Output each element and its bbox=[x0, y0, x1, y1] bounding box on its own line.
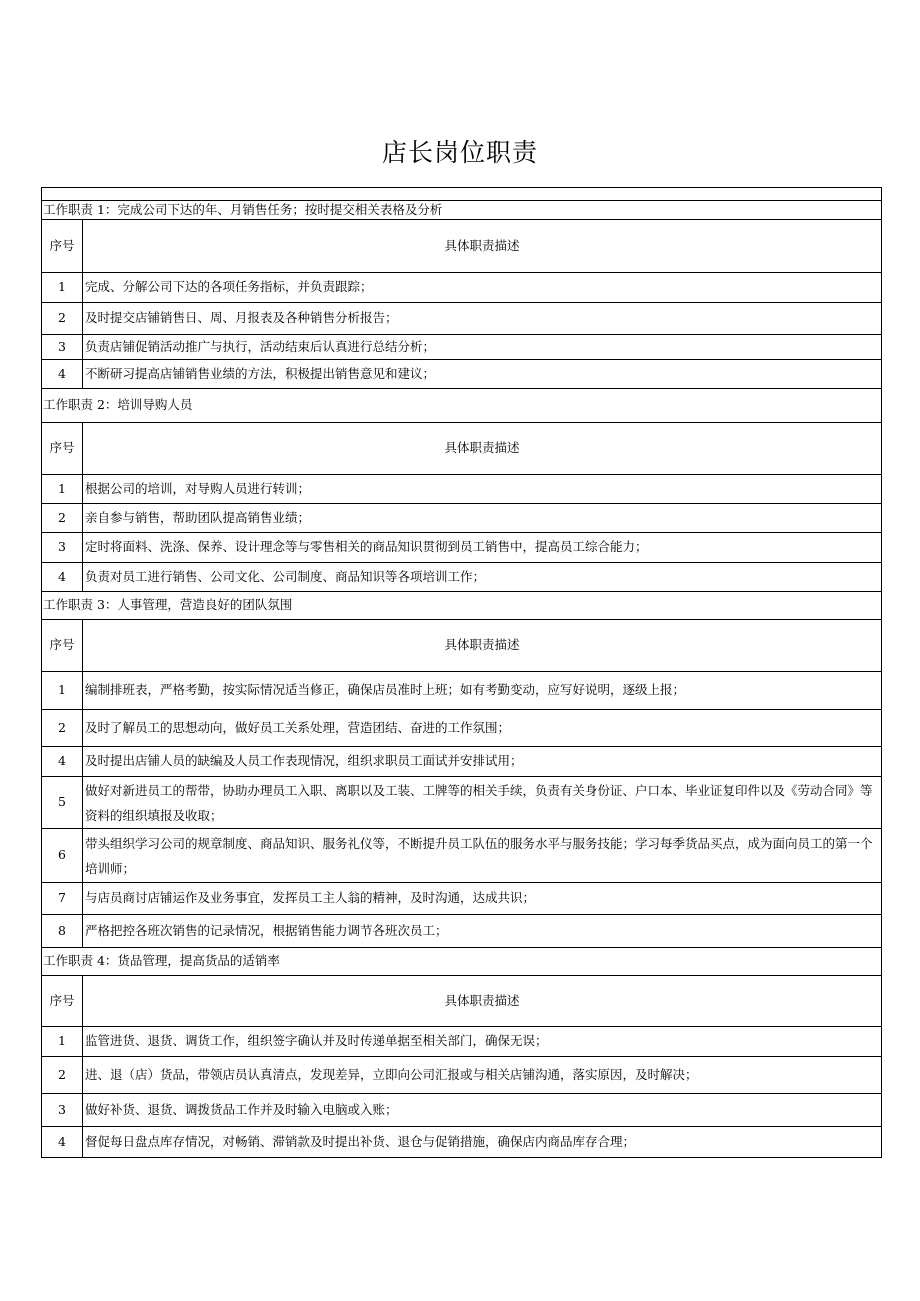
section-title: 工作职责 1：完成公司下达的年、月销售任务；按时提交相关表格及分析 bbox=[42, 201, 882, 220]
item-number: 1 bbox=[42, 475, 83, 504]
column-header-number: 序号 bbox=[42, 423, 83, 475]
item-number: 6 bbox=[42, 829, 83, 883]
item-description: 完成、分解公司下达的各项任务指标，并负责跟踪； bbox=[83, 273, 882, 303]
section-title: 工作职责 2：培训导购人员 bbox=[42, 389, 882, 423]
item-description: 做好补货、退货、调拨货品工作并及时输入电脑或入账； bbox=[83, 1094, 882, 1127]
section-heading-row bbox=[42, 948, 882, 976]
item-description: 及时提出店铺人员的缺编及人员工作表现情况，组织求职员工面试并安排试用； bbox=[83, 747, 882, 777]
table-row bbox=[42, 1027, 882, 1057]
item-description: 不断研习提高店铺销售业绩的方法，积极提出销售意见和建议； bbox=[83, 360, 882, 389]
table-row bbox=[42, 777, 882, 829]
table-row bbox=[42, 475, 882, 504]
table-row bbox=[42, 915, 882, 948]
item-number: 4 bbox=[42, 563, 83, 592]
item-number: 1 bbox=[42, 1027, 83, 1057]
table-header-row bbox=[42, 976, 882, 1027]
item-number: 1 bbox=[42, 273, 83, 303]
table-row bbox=[42, 672, 882, 710]
page-title: 店长岗位职责 bbox=[381, 138, 538, 167]
table-row bbox=[42, 1127, 882, 1158]
item-number: 8 bbox=[42, 915, 83, 948]
table-header-row bbox=[42, 423, 882, 475]
item-description: 亲自参与销售，帮助团队提高销售业绩； bbox=[83, 504, 882, 533]
item-description: 负责店铺促销活动推广与执行，活动结束后认真进行总结分析； bbox=[83, 335, 882, 360]
item-description: 带头组织学习公司的规章制度、商品知识、服务礼仪等，不断提升员工队伍的服务水平与服务技能；学习每季货品买点，成为面向员工的第一个培训师； bbox=[83, 829, 882, 883]
item-number: 2 bbox=[42, 303, 83, 335]
table-row bbox=[42, 273, 882, 303]
table-header-row bbox=[42, 220, 882, 273]
column-header-number: 序号 bbox=[42, 220, 83, 273]
table-row bbox=[42, 504, 882, 533]
item-description: 定时将面料、洗涤、保养、设计理念等与零售相关的商品知识贯彻到员工销售中，提高员工综合能力； bbox=[83, 533, 882, 563]
item-number: 4 bbox=[42, 747, 83, 777]
table-row bbox=[42, 747, 882, 777]
item-description: 根据公司的培训，对导购人员进行转训； bbox=[83, 475, 882, 504]
column-header-description: 具体职责描述 bbox=[83, 423, 882, 475]
item-number: 4 bbox=[42, 1127, 83, 1158]
item-description: 及时了解员工的思想动向，做好员工关系处理，营造团结、奋进的工作氛围； bbox=[83, 710, 882, 747]
item-description: 及时提交店铺销售日、周、月报表及各种销售分析报告； bbox=[83, 303, 882, 335]
item-number: 5 bbox=[42, 777, 83, 829]
item-number: 2 bbox=[42, 504, 83, 533]
table-top-spacer bbox=[42, 188, 882, 201]
table-row bbox=[42, 710, 882, 747]
table-row bbox=[42, 883, 882, 915]
column-header-description: 具体职责描述 bbox=[83, 620, 882, 672]
item-description: 监管进货、退货、调货工作，组织签字确认并及时传递单据至相关部门，确保无误； bbox=[83, 1027, 882, 1057]
item-number: 4 bbox=[42, 360, 83, 389]
duty-table bbox=[41, 187, 882, 1158]
table-row bbox=[42, 1094, 882, 1127]
section-heading-row bbox=[42, 201, 882, 220]
table-row bbox=[42, 1057, 882, 1094]
column-header-description: 具体职责描述 bbox=[83, 976, 882, 1027]
item-number: 7 bbox=[42, 883, 83, 915]
item-number: 1 bbox=[42, 672, 83, 710]
table-row bbox=[42, 303, 882, 335]
column-header-description: 具体职责描述 bbox=[83, 220, 882, 273]
column-header-number: 序号 bbox=[42, 620, 83, 672]
table-header-row bbox=[42, 620, 882, 672]
table-row bbox=[42, 360, 882, 389]
item-number: 3 bbox=[42, 533, 83, 563]
table-row bbox=[42, 533, 882, 563]
section-title: 工作职责 4：货品管理，提高货品的适销率 bbox=[42, 948, 882, 976]
item-description: 严格把控各班次销售的记录情况，根据销售能力调节各班次员工； bbox=[83, 915, 882, 948]
item-number: 2 bbox=[42, 710, 83, 747]
item-description: 负责对员工进行销售、公司文化、公司制度、商品知识等各项培训工作； bbox=[83, 563, 882, 592]
section-heading-row bbox=[42, 592, 882, 620]
item-description: 督促每日盘点库存情况，对畅销、滞销款及时提出补货、退仓与促销措施，确保店内商品库存合理； bbox=[83, 1127, 882, 1158]
item-description: 编制排班表，严格考勤，按实际情况适当修正，确保店员准时上班；如有考勤变动，应写好说明，逐级上报； bbox=[83, 672, 882, 710]
section-title: 工作职责 3：人事管理，营造良好的团队氛围 bbox=[42, 592, 882, 620]
item-number: 3 bbox=[42, 1094, 83, 1127]
section-heading-row bbox=[42, 389, 882, 423]
item-number: 2 bbox=[42, 1057, 83, 1094]
item-description: 进、退（店）货品，带领店员认真清点，发现差异，立即向公司汇报或与相关店铺沟通，落实原因，及时解决； bbox=[83, 1057, 882, 1094]
table-row bbox=[42, 829, 882, 883]
item-description: 做好对新进员工的帮带，协助办理员工入职、离职以及工装、工牌等的相关手续，负责有关身份证、户口本、毕业证复印件以及《劳动合同》等资料的组织填报及收取； bbox=[83, 777, 882, 829]
column-header-number: 序号 bbox=[42, 976, 83, 1027]
item-description: 与店员商讨店铺运作及业务事宜，发挥员工主人翁的精神，及时沟通，达成共识； bbox=[83, 883, 882, 915]
table-row bbox=[42, 335, 882, 360]
table-row bbox=[42, 563, 882, 592]
item-number: 3 bbox=[42, 335, 83, 360]
